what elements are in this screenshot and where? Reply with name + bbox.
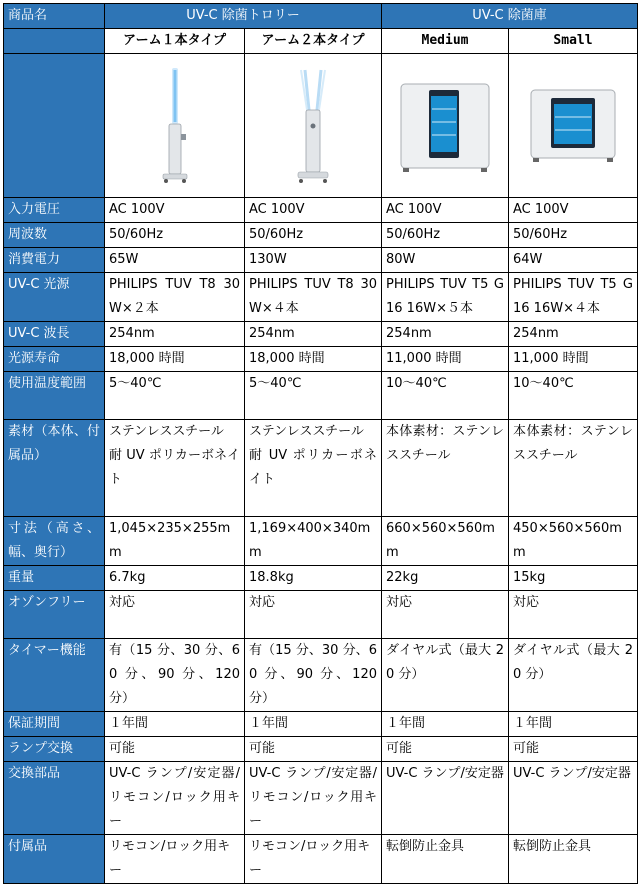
spec-cell: 可能 [245, 737, 382, 762]
spec-row [4, 762, 638, 835]
trolley-arm2-image [245, 54, 382, 198]
spec-cell: AC 100V [245, 198, 382, 223]
spec-cell: 有（15 分、30 分、60 分、90 分、120 分） [105, 639, 245, 712]
spec-table [3, 3, 638, 884]
spec-cell: リモコン/ロック用キー [105, 835, 245, 884]
spec-row [4, 248, 638, 273]
row-label: ランプ交換 [4, 737, 105, 762]
spec-row [4, 517, 638, 566]
spec-row [4, 322, 638, 347]
model-medium: Medium [382, 29, 509, 54]
spec-cell: 22kg [382, 566, 509, 591]
spec-cell: 5～40℃ [105, 372, 245, 420]
spec-cell: 254nm [509, 322, 638, 347]
spec-cell: AC 100V [382, 198, 509, 223]
spec-cell: リモコン/ロック用キー [245, 835, 382, 884]
spec-row [4, 566, 638, 591]
row-label: 保証期間 [4, 712, 105, 737]
cabinet-small-image [509, 54, 638, 198]
spec-cell: PHILIPS TUV T8 30W×２本 [105, 273, 245, 322]
spec-cell: 11,000 時間 [509, 347, 638, 372]
spec-cell: 65W [105, 248, 245, 273]
spec-cell: 254nm [245, 322, 382, 347]
spec-rows [4, 198, 638, 884]
spec-cell: 対応 [382, 591, 509, 639]
spec-cell: １年間 [509, 712, 638, 737]
spec-cell: 6.7kg [105, 566, 245, 591]
spec-row [4, 835, 638, 884]
spec-cell: ステンレススチール 耐 UV ポリカーボネイト [245, 420, 382, 517]
spec-cell: 可能 [382, 737, 509, 762]
product-name-label: 商品名 [4, 4, 105, 29]
spec-cell: 対応 [245, 591, 382, 639]
spec-cell: 1,169×400×340mm [245, 517, 382, 566]
spec-cell: １年間 [105, 712, 245, 737]
spec-cell: AC 100V [509, 198, 638, 223]
model-arm1: アーム１本タイプ [105, 29, 245, 54]
spec-row [4, 737, 638, 762]
spec-cell: ステンレススチール 耐 UV ポリカーボネイト [105, 420, 245, 517]
spec-cell: 対応 [509, 591, 638, 639]
spec-cell: 5～40℃ [245, 372, 382, 420]
spec-row [4, 591, 638, 639]
image-label-blank [4, 54, 105, 198]
spec-cell: 転倒防止金具 [382, 835, 509, 884]
spec-cell: 450×560×560mm [509, 517, 638, 566]
spec-row [4, 273, 638, 322]
spec-cell: 64W [509, 248, 638, 273]
spec-cell: 10～40℃ [509, 372, 638, 420]
spec-cell: 本体素材：ステンレススチール [509, 420, 638, 517]
spec-cell: 18.8kg [245, 566, 382, 591]
spec-cell: 15kg [509, 566, 638, 591]
spec-cell: １年間 [245, 712, 382, 737]
spec-cell: 254nm [105, 322, 245, 347]
group-trolley-header: UV-C 除菌トロリー [105, 4, 382, 29]
model-arm2: アーム２本タイプ [245, 29, 382, 54]
spec-cell: 転倒防止金具 [509, 835, 638, 884]
spec-row [4, 198, 638, 223]
model-label-blank [4, 29, 105, 54]
spec-cell: UV-C ランプ/安定器/リモコン/ロック用キー [105, 762, 245, 835]
spec-row [4, 420, 638, 517]
row-label: 付属品 [4, 835, 105, 884]
row-label: 素材（本体、付属品） [4, 420, 105, 517]
row-label: オゾンフリー [4, 591, 105, 639]
spec-cell: PHILIPS TUV T8 30W×４本 [245, 273, 382, 322]
spec-row [4, 372, 638, 420]
spec-row [4, 639, 638, 712]
spec-cell: 50/60Hz [245, 223, 382, 248]
spec-cell: 対応 [105, 591, 245, 639]
spec-cell: PHILIPS TUV T5 G16 16W×５本 [382, 273, 509, 322]
group-cabinet-header: UV-C 除菌庫 [382, 4, 638, 29]
spec-cell: 50/60Hz [105, 223, 245, 248]
row-label: 交換部品 [4, 762, 105, 835]
header-row [4, 4, 638, 29]
spec-cell: 可能 [105, 737, 245, 762]
spec-cell: 50/60Hz [509, 223, 638, 248]
row-label: UV-C 波長 [4, 322, 105, 347]
spec-cell: 有（15 分、30 分、60 分、90 分、120 分） [245, 639, 382, 712]
row-label: 重量 [4, 566, 105, 591]
row-label: 周波数 [4, 223, 105, 248]
spec-cell: ダイヤル式（最大 20 分） [382, 639, 509, 712]
row-label: 寸法（高さ、幅、奥行） [4, 517, 105, 566]
image-row [4, 54, 638, 198]
spec-cell: 50/60Hz [382, 223, 509, 248]
spec-row [4, 347, 638, 372]
spec-cell: UV-C ランプ/安定器/リモコン/ロック用キー [245, 762, 382, 835]
spec-cell: ダイヤル式（最大 20 分） [509, 639, 638, 712]
row-label: タイマー機能 [4, 639, 105, 712]
row-label: 使用温度範囲 [4, 372, 105, 420]
spec-row [4, 712, 638, 737]
model-small: Small [509, 29, 638, 54]
row-label: 消費電力 [4, 248, 105, 273]
spec-cell: 10～40℃ [382, 372, 509, 420]
spec-cell: AC 100V [105, 198, 245, 223]
model-row [4, 29, 638, 54]
spec-cell: 660×560×560mm [382, 517, 509, 566]
spec-row [4, 223, 638, 248]
spec-cell: １年間 [382, 712, 509, 737]
spec-cell: 18,000 時間 [105, 347, 245, 372]
spec-cell: 1,045×235×255mm [105, 517, 245, 566]
spec-cell: 本体素材：ステンレススチール [382, 420, 509, 517]
row-label: 光源寿命 [4, 347, 105, 372]
row-label: UV-C 光源 [4, 273, 105, 322]
spec-cell: 18,000 時間 [245, 347, 382, 372]
row-label: 入力電圧 [4, 198, 105, 223]
trolley-arm1-image [105, 54, 245, 198]
spec-cell: 80W [382, 248, 509, 273]
spec-cell: 可能 [509, 737, 638, 762]
spec-cell: 130W [245, 248, 382, 273]
spec-cell: 11,000 時間 [382, 347, 509, 372]
spec-cell: UV-C ランプ/安定器 [382, 762, 509, 835]
spec-cell: PHILIPS TUV T5 G16 16W×４本 [509, 273, 638, 322]
spec-cell: UV-C ランプ/安定器 [509, 762, 638, 835]
spec-cell: 254nm [382, 322, 509, 347]
cabinet-medium-image [382, 54, 509, 198]
